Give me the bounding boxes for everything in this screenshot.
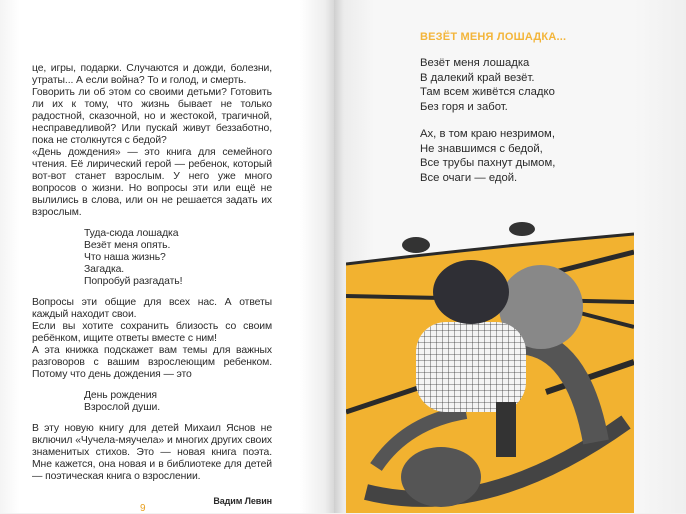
- paragraph: В эту новую книгу для детей Михаил Яснов не включил «Чучела-мяучела» и многих других своих знаменитых стихов. Это — новая книга поэта. Мне кажется, она новая и в библиотеке для детей — поэтическая книга о взрослении.: [32, 423, 272, 482]
- left-text-column: [32, 63, 272, 507]
- poem-line: Взрослой души.: [84, 402, 160, 413]
- poem-line: Без горя и забот.: [420, 100, 508, 113]
- paragraph: Вопросы эти общие для всех нас. А ответы каждый находит свои.: [32, 297, 272, 320]
- paragraph: це, игры, подарки. Случаются и дожди, болезни, утраты... А если война? То и голод, и смерть.: [32, 63, 272, 86]
- poem-line: Везёт меня опять.: [84, 240, 171, 251]
- poem-line: Загадка.: [84, 264, 125, 275]
- poem-title: ВЕЗЁТ МЕНЯ ЛОШАДКА...: [420, 31, 567, 43]
- poem-line: Везёт меня лошадка: [420, 57, 530, 69]
- poem-line: Ах, в том краю незримом,: [420, 128, 555, 140]
- stanza-2: [420, 127, 555, 185]
- poem-quote-1: [84, 228, 272, 288]
- closing-text: [32, 423, 272, 483]
- rocking-horse-illustration: [346, 222, 634, 513]
- paragraph: Говорить ли об этом со своими детьми? Готовить ли их к тому, что жизнь бывает не только радостной, сказочной, но и жестокой, трагичной, несправедливой? Или пускай живут беззаботно, пока не столкнутся с бедой?: [32, 87, 272, 146]
- intro-text: [32, 63, 272, 219]
- middle-text: [32, 297, 272, 381]
- poem-line: Не знавшимся с бедой,: [420, 142, 543, 155]
- paragraph: А эта книжка подскажет вам темы для важных разговоров с вашим взрослеющим ребенком. Потому что день дождения — это: [32, 345, 272, 380]
- poem-line: В далекий край везёт.: [420, 71, 535, 84]
- poem-line: Туда-сюда лошадка: [84, 228, 179, 239]
- poem-line: Что наша жизнь?: [84, 252, 166, 263]
- poem-line: Все очаги — едой.: [420, 171, 518, 184]
- paragraph: «День дождения» — это книга для семейного чтения. Её лирический герой — ребенок, который вот-вот станет взрослым. У него уже много вопросов о жизни. Но вопросы эти или ещё не вылились в слова, или он не решается задать их взрослым.: [32, 147, 272, 218]
- author-signature: Вадим Левин: [213, 496, 272, 506]
- poem-line: День рождения: [84, 390, 157, 401]
- poem-line: Все трубы пахнут дымом,: [420, 157, 556, 170]
- poem-line: Попробуй разгадать!: [84, 276, 183, 287]
- poem-quote-2: [84, 390, 272, 414]
- stanza-1: [420, 56, 555, 114]
- paragraph: Если вы хотите сохранить близость со своим ребёнком, ищите ответы вместе с ним!: [32, 321, 272, 344]
- page-number: 9: [140, 503, 146, 514]
- poem-line: Там всем живётся сладко: [420, 86, 555, 99]
